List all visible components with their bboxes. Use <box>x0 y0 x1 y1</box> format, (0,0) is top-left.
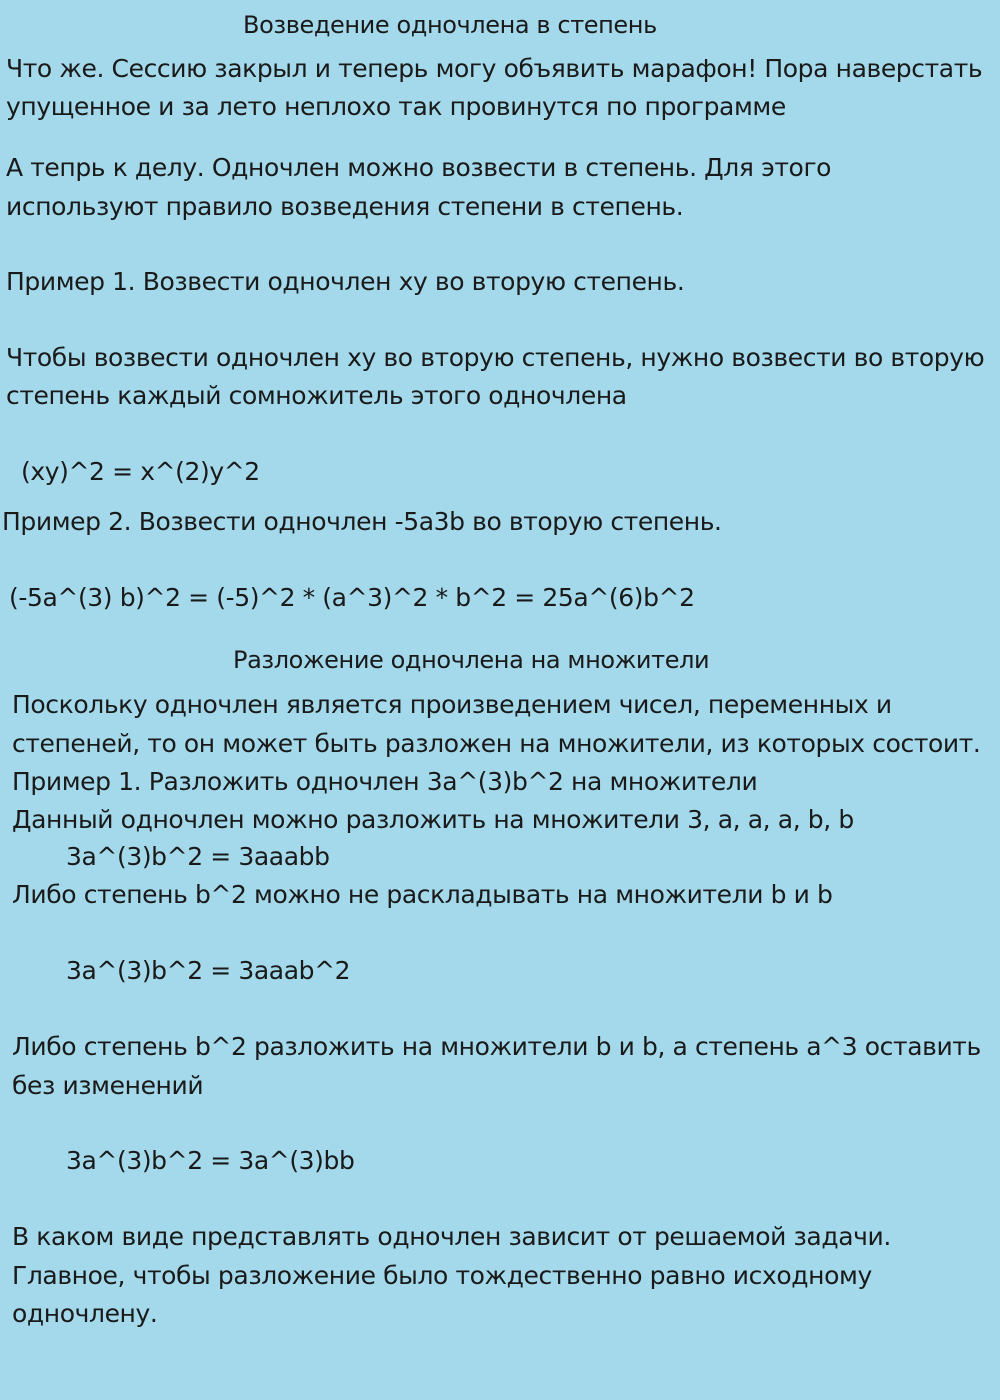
intro-line-1: Что же. Сессию закрыл и теперь могу объявить марафон! Пора наверстать <box>6 54 983 83</box>
alt2-text-line-2: без изменений <box>12 1071 204 1100</box>
alt2-text-line-1: Либо степень b^2 разложить на множители b и b, а степень a^3 оставить <box>12 1032 981 1061</box>
example1-text-line-1: Чтобы возвести одночлен xy во вторую степень, нужно возвести во вторую <box>6 343 985 372</box>
rule-line-1: А тепрь к делу. Одночлен можно возвести в степень. Для этого <box>6 153 832 182</box>
conclusion-line-3: одночлену. <box>12 1299 158 1328</box>
alt1-text: Либо степень b^2 можно не раскладывать на множители b и b <box>12 880 833 909</box>
formula-3: 3a^(3)b^2 = 3a^(3)bb <box>66 1146 355 1175</box>
rule-line-2: используют правило возведения степени в степень. <box>6 192 684 221</box>
section1-title: Возведение одночлена в степень <box>243 11 657 39</box>
intro-line-2: упущенное и за лето неплохо так провинутся по программе <box>6 92 786 121</box>
section2-title: Разложение одночлена на множители <box>233 646 710 674</box>
example2-heading: Пример 2. Возвести одночлен -5a3b во вторую степень. <box>2 507 722 536</box>
section2-example1-text: Данный одночлен можно разложить на множители 3, a, a, a, b, b <box>12 805 854 834</box>
formula-2: 3a^(3)b^2 = 3aaab^2 <box>66 956 351 985</box>
section2-example1-heading: Пример 1. Разложить одночлен 3a^(3)b^2 на множители <box>12 767 758 796</box>
section2-intro-line-2: степеней, то он может быть разложен на множители, из которых состоит. <box>12 729 981 758</box>
example1-heading: Пример 1. Возвести одночлен xy во вторую степень. <box>6 267 685 296</box>
formula-1: 3a^(3)b^2 = 3aaabb <box>66 842 330 871</box>
conclusion-line-1: В каком виде представлять одночлен зависит от решаемой задачи. <box>12 1222 891 1251</box>
example1-text-line-2: степень каждый сомножитель этого одночлена <box>6 381 627 410</box>
example2-formula: (-5a^(3) b)^2 = (-5)^2 * (a^3)^2 * b^2 = 25a^(6)b^2 <box>9 583 695 612</box>
conclusion-line-2: Главное, чтобы разложение было тождественно равно исходному <box>12 1261 872 1290</box>
section2-intro-line-1: Поскольку одночлен является произведением чисел, переменных и <box>12 690 892 719</box>
example1-formula: (xy)^2 = x^(2)y^2 <box>21 457 260 486</box>
